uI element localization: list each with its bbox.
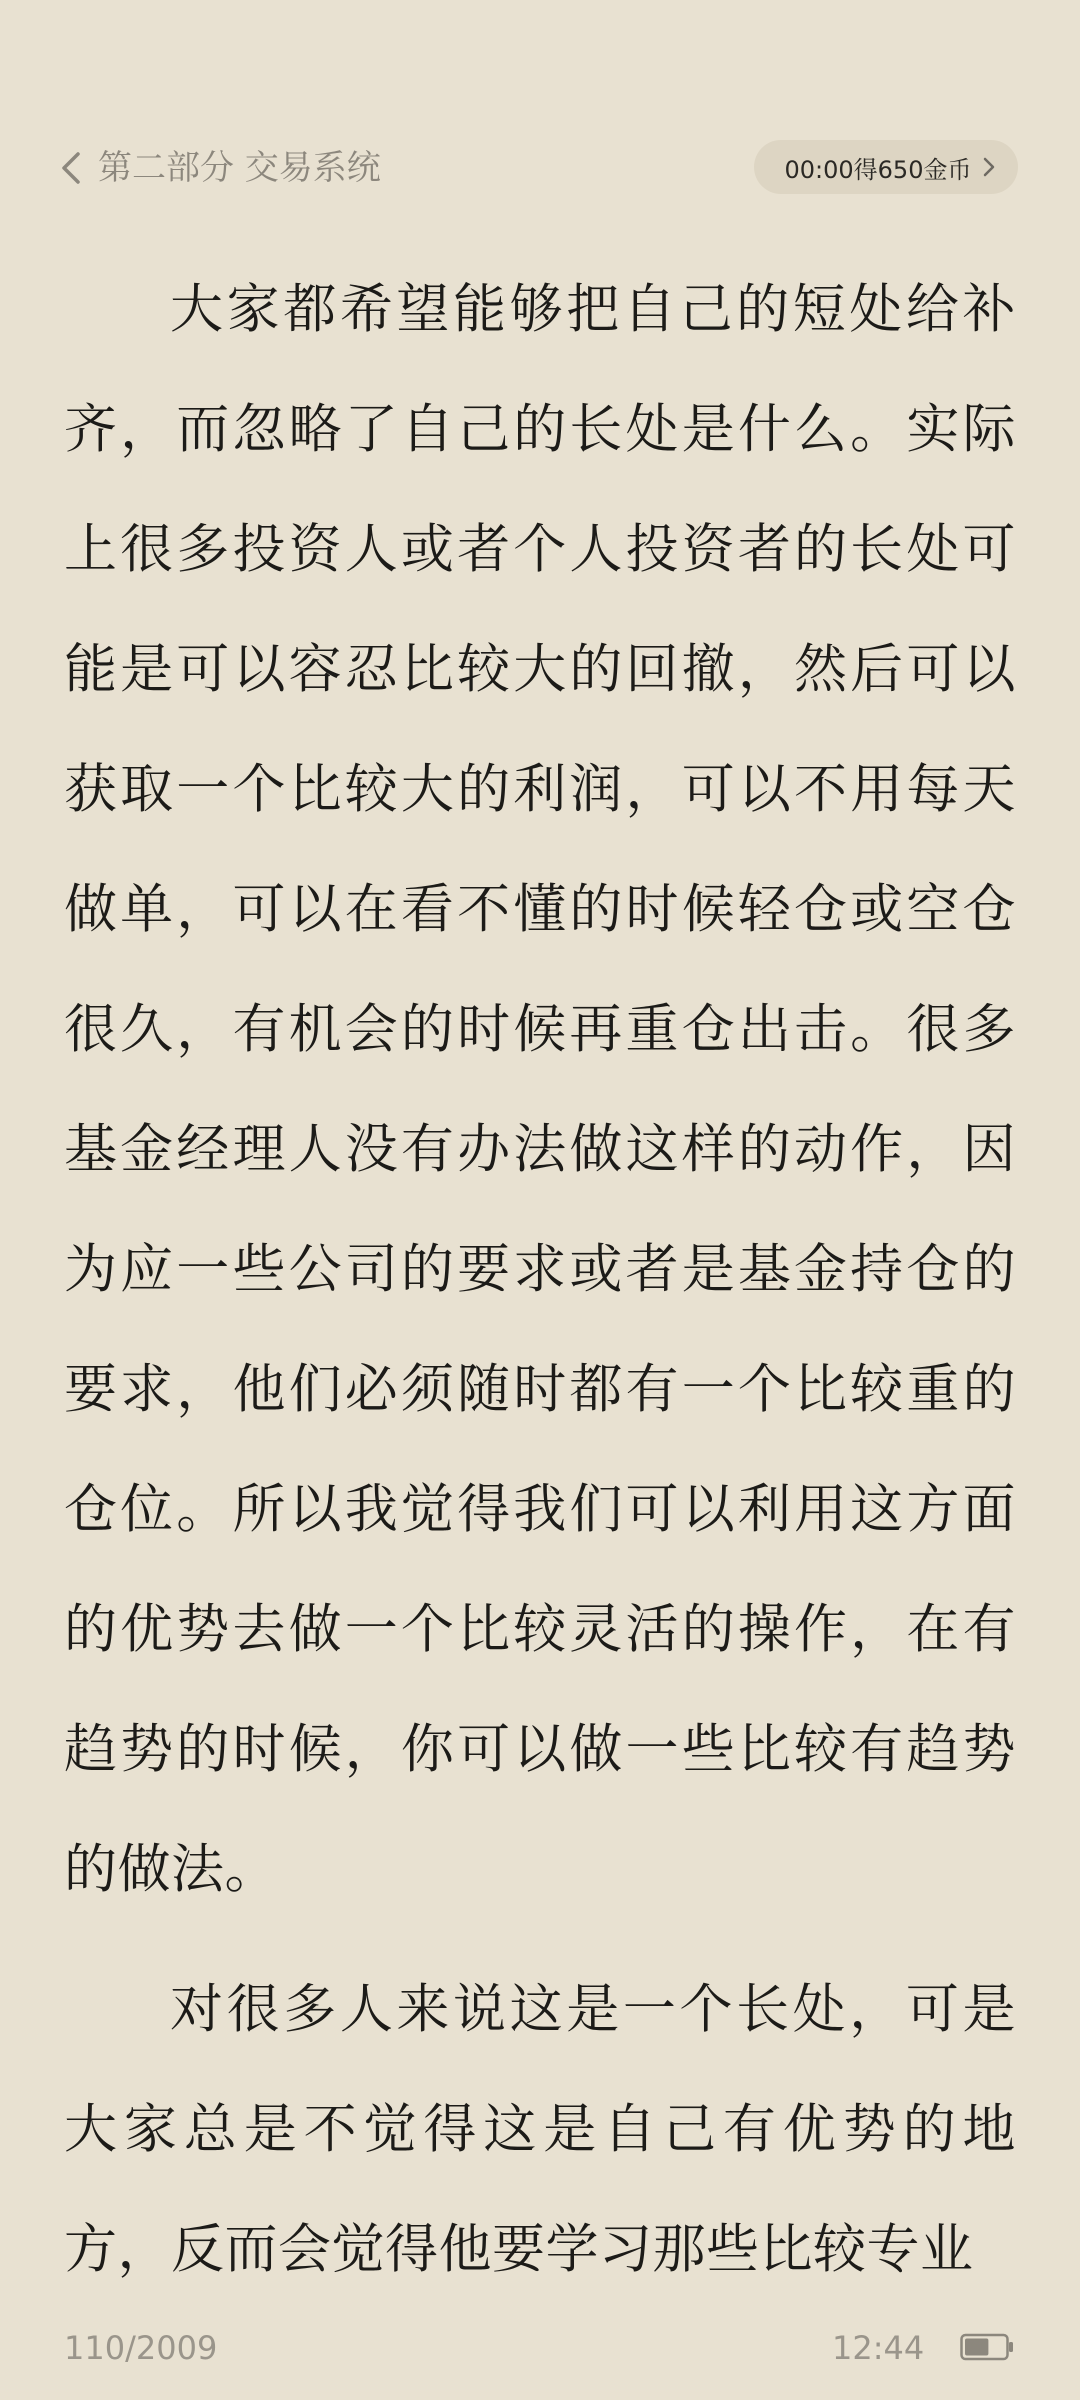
chevron-left-icon xyxy=(58,148,84,188)
page-progress: 110/2009 xyxy=(64,2329,218,2367)
chapter-title: 第二部分 交易系统 xyxy=(98,148,381,188)
battery-icon xyxy=(960,2332,1014,2362)
reading-reward-text: 00:00得650金币 xyxy=(784,155,972,184)
reader-footer xyxy=(0,2320,1080,2376)
back-button[interactable] xyxy=(58,136,381,200)
reading-reward-button[interactable] xyxy=(754,140,1018,194)
reader-header xyxy=(0,0,1080,260)
chevron-right-icon xyxy=(981,156,997,178)
paragraph: 对很多人来说这是一个长处，可是大家总是不觉得这是自己有优势的地方，反而会觉得他要学习那些比较专业 xyxy=(64,1979,1016,2280)
battery-level-fill xyxy=(965,2339,988,2356)
clock: 12:44 xyxy=(832,2329,925,2367)
reading-content[interactable] xyxy=(64,250,1016,2290)
paragraph: 大家都希望能够把自己的短处给补齐，而忽略了自己的长处是什么。实际上很多投资人或者个人投资者的长处可能是可以容忍比较大的回撤，然后可以获取一个比较大的利润，可以不用每天做单，可以在看不懂的时候轻仓或空仓很久，有机会的时候再重仓出击。很多基金经理人没有办法做这样的动作，因为应一些公司的要求或者是基金持仓的要求，他们必须随时都有一个比较重的仓位。所以我觉得我们可以利用这方面的优势去做一个比较灵活的操作，在有趋势的时候，你可以做一些比较有趋势的做法。 xyxy=(64,279,1016,1900)
